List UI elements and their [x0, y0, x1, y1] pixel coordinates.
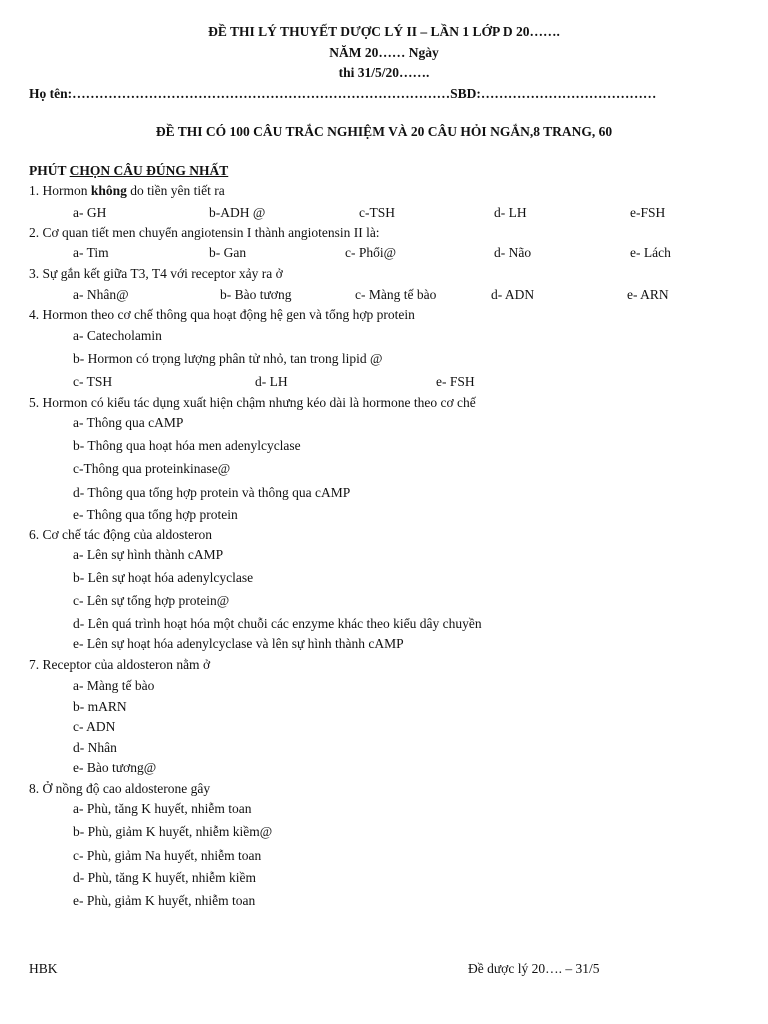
q1-option-a: a- GH: [73, 205, 107, 220]
question-1: [29, 183, 225, 199]
question-5: 5. Hormon có kiểu tác dụng xuất hiện chậm nhưng kéo dài là hormone theo cơ chế: [29, 395, 476, 410]
q6-option-d: d- Lên quá trình hoạt hóa một chuỗi các enzyme khác theo kiểu dây chuyền: [73, 616, 482, 631]
student-info-line: Họ tên:…………………………………………………………………………SBD:…………………………………: [29, 86, 657, 101]
q5-option-d: d- Thông qua tổng hợp protein và thông qua cAMP: [73, 485, 351, 500]
q1-option-b: b-ADH @: [209, 205, 266, 220]
instructions-subline: [29, 163, 228, 179]
footer-left: HBK: [29, 961, 58, 976]
question-1-text-start: 1. Hormon: [29, 183, 91, 198]
q7-option-b: b- mARN: [73, 699, 127, 714]
q7-option-c: c- ADN: [73, 719, 116, 734]
question-1-emphasis: không: [90, 183, 127, 198]
q1-option-e: e-FSH: [630, 205, 666, 220]
exam-date: thi 31/5/20…….: [338, 65, 430, 80]
q8-option-e: e- Phù, giảm K huyết, nhiễm toan: [73, 893, 256, 908]
q2-option-c: c- Phổi@: [345, 245, 397, 260]
footer-right: Đề dược lý 20…. – 31/5: [468, 961, 600, 976]
q8-option-c: c- Phù, giảm Na huyết, nhiễm toan: [73, 848, 262, 863]
instructions-line: ĐỀ THI CÓ 100 CÂU TRẮC NGHIỆM VÀ 20 CÂU HỎI NGẮN,8 TRANG, 60: [155, 124, 613, 139]
exam-title: ĐỀ THI LÝ THUYẾT DƯỢC LÝ II – LẦN 1 LỚP D 20…….: [208, 24, 560, 39]
question-4: 4. Hormon theo cơ chế thông qua hoạt động hệ gen và tổng hợp protein: [29, 307, 415, 322]
q8-option-b: b- Phù, giảm K huyết, nhiễm kiềm@: [73, 824, 273, 839]
q5-option-a: a- Thông qua cAMP: [73, 415, 184, 430]
q1-option-c: c-TSH: [359, 205, 395, 220]
q1-option-d: d- LH: [494, 205, 527, 220]
question-3: 3. Sự gắn kết giữa T3, T4 với receptor xảy ra ở: [29, 266, 283, 281]
q7-option-d: d- Nhân: [73, 740, 117, 755]
q3-option-a: a- Nhân@: [73, 287, 129, 302]
q4-option-e: e- FSH: [436, 374, 475, 389]
q5-option-e: e- Thông qua tổng hợp protein: [73, 507, 238, 522]
q2-option-e: e- Lách: [630, 245, 671, 260]
q5-option-c: c-Thông qua proteinkinase@: [73, 461, 231, 476]
question-7: 7. Receptor của aldosteron nằm ở: [29, 657, 211, 672]
question-1-text-end: do tiền yên tiết ra: [126, 183, 225, 198]
question-6: 6. Cơ chế tác động của aldosteron: [29, 527, 212, 542]
instructions-time: PHÚT: [29, 163, 70, 178]
exam-year: NĂM 20…… Ngày: [329, 45, 439, 60]
q4-option-c: c- TSH: [73, 374, 113, 389]
q2-option-a: a- Tim: [73, 245, 109, 260]
q7-option-a: a- Màng tế bào: [73, 678, 155, 693]
q3-option-e: e- ARN: [627, 287, 669, 302]
q6-option-e: e- Lên sự hoạt hóa adenylcyclase và lên sự hình thành cAMP: [73, 636, 404, 651]
q6-option-b: b- Lên sự hoạt hóa adenylcyclase: [73, 570, 254, 585]
q5-option-b: b- Thông qua hoạt hóa men adenylcyclase: [73, 438, 301, 453]
q2-option-b: b- Gan: [209, 245, 247, 260]
q6-option-a: a- Lên sự hình thành cAMP: [73, 547, 224, 562]
q7-option-e: e- Bào tương@: [73, 760, 157, 775]
q3-option-d: d- ADN: [491, 287, 535, 302]
q2-option-d: d- Não: [494, 245, 532, 260]
q6-option-c: c- Lên sự tổng hợp protein@: [73, 593, 230, 608]
instructions-directive: CHỌN CÂU ĐÚNG NHẤT: [69, 163, 229, 178]
q4-option-a: a- Catecholamin: [73, 328, 162, 343]
q4-option-b: b- Hormon có trọng lượng phân tử nhỏ, tan trong lipid @: [73, 351, 383, 366]
question-8: 8. Ở nồng độ cao aldosterone gây: [29, 781, 211, 796]
q3-option-b: b- Bào tương: [220, 287, 292, 302]
q4-option-d: d- LH: [255, 374, 288, 389]
q8-option-d: d- Phù, tăng K huyết, nhiễm kiềm: [73, 870, 256, 885]
question-2: 2. Cơ quan tiết men chuyển angiotensin I thành angiotensin II là:: [29, 225, 380, 240]
q3-option-c: c- Màng tế bào: [355, 287, 437, 302]
q8-option-a: a- Phù, tăng K huyết, nhiễm toan: [73, 801, 252, 816]
